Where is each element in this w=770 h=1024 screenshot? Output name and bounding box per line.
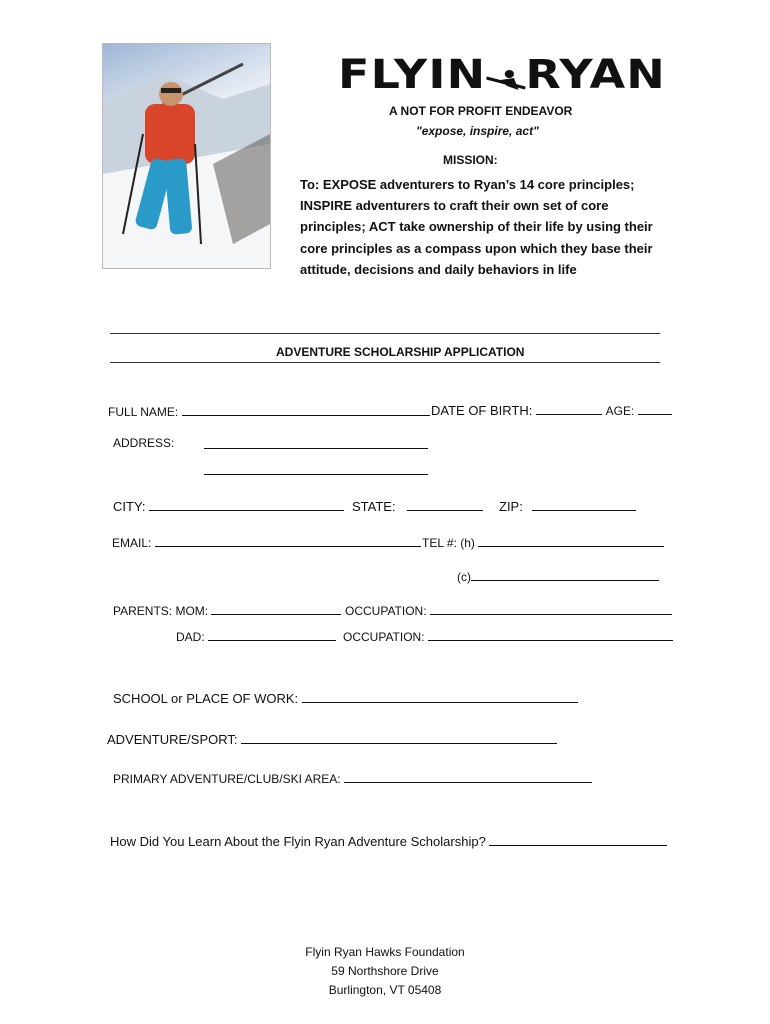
city-field[interactable] <box>149 497 344 511</box>
mission-line: attitude, decisions and daily behaviors in life <box>300 261 577 277</box>
subtitle: A NOT FOR PROFIT ENDEAVOR <box>389 104 573 118</box>
dad-label: DAD: <box>176 630 205 644</box>
city-row <box>113 497 344 514</box>
dad-occupation-field[interactable] <box>428 627 673 641</box>
full-name-row <box>108 402 430 419</box>
logo <box>338 52 666 98</box>
address-field-1[interactable] <box>204 435 428 449</box>
occupation-label: OCCUPATION: <box>343 630 425 644</box>
state-row <box>352 497 483 514</box>
footer-line: 59 Northshore Drive <box>331 964 439 978</box>
how-field[interactable] <box>489 832 667 846</box>
dob-label: DATE OF BIRTH: <box>431 403 533 418</box>
full-name-label: FULL NAME: <box>108 405 179 419</box>
mission-line: To: EXPOSE adventurers to Ryan’s 14 core principles; <box>300 177 635 192</box>
city-label: CITY: <box>113 499 146 514</box>
divider-bottom <box>110 362 660 363</box>
dad-row <box>176 627 336 644</box>
school-label: SCHOOL or PLACE OF WORK: <box>113 691 299 706</box>
dad-occupation-row <box>343 627 673 644</box>
school-row <box>113 689 578 706</box>
school-field[interactable] <box>302 689 578 703</box>
full-name-field[interactable] <box>182 402 430 416</box>
primary-row <box>113 769 592 786</box>
dob-field[interactable] <box>536 401 602 415</box>
mission-line: INSPIRE adventurers to craft their own set of core <box>300 198 609 214</box>
email-field[interactable] <box>155 533 421 547</box>
mom-row <box>113 601 341 618</box>
age-field[interactable] <box>638 401 672 415</box>
mom-field[interactable] <box>211 601 341 615</box>
tel-row <box>422 533 664 550</box>
email-row <box>112 533 421 550</box>
state-field[interactable] <box>407 497 483 511</box>
zip-label: ZIP: <box>499 499 523 514</box>
zip-field[interactable] <box>532 497 636 511</box>
skier-logo-icon <box>486 62 525 92</box>
mission-title: MISSION: <box>443 153 498 167</box>
mom-occupation-field[interactable] <box>430 601 672 615</box>
how-label: How Did You Learn About the Flyin Ryan Adventure Scholarship? <box>110 834 486 849</box>
skier-illustration <box>103 44 270 268</box>
tel-label: TEL #: (h) <box>422 536 475 550</box>
address-label: ADDRESS: <box>113 436 175 450</box>
email-label: EMAIL: <box>112 536 152 550</box>
divider-top <box>110 333 660 334</box>
mission-text <box>300 174 653 280</box>
footer-line: Flyin Ryan Hawks Foundation <box>305 945 465 959</box>
address-field-2[interactable] <box>204 461 428 475</box>
tel-home-field[interactable] <box>478 533 664 547</box>
adventure-label: ADVENTURE/SPORT: <box>107 732 238 747</box>
footer <box>0 943 770 1000</box>
mission-line: principles; ACT take ownership of their life by using their <box>300 219 653 235</box>
logo-text-left: FLYIN <box>338 52 487 98</box>
cell-label: (c) <box>457 570 471 584</box>
form-title: ADVENTURE SCHOLARSHIP APPLICATION <box>276 345 525 359</box>
mom-occupation-row <box>345 601 672 618</box>
mission-line: core principles as a compass upon which they base their <box>300 240 653 256</box>
age-label: AGE: <box>605 404 635 418</box>
adventure-field[interactable] <box>241 730 557 744</box>
adventure-row <box>107 730 557 747</box>
dad-field[interactable] <box>208 627 336 641</box>
zip-row <box>499 497 636 514</box>
mom-label: PARENTS: MOM: <box>113 604 209 618</box>
primary-field[interactable] <box>344 769 592 783</box>
occupation-label: OCCUPATION: <box>345 604 427 618</box>
tel-cell-field[interactable] <box>471 567 659 581</box>
motto: "expose, inspire, act" <box>416 124 539 138</box>
skier-photo <box>102 43 271 269</box>
cell-row <box>457 567 659 584</box>
footer-line: Burlington, VT 05408 <box>328 983 442 997</box>
how-row <box>110 832 667 849</box>
dob-row <box>431 401 672 418</box>
primary-label: PRIMARY ADVENTURE/CLUB/SKI AREA: <box>113 772 341 786</box>
logo-text-right: RYAN <box>525 52 666 98</box>
state-label: STATE: <box>352 499 396 514</box>
